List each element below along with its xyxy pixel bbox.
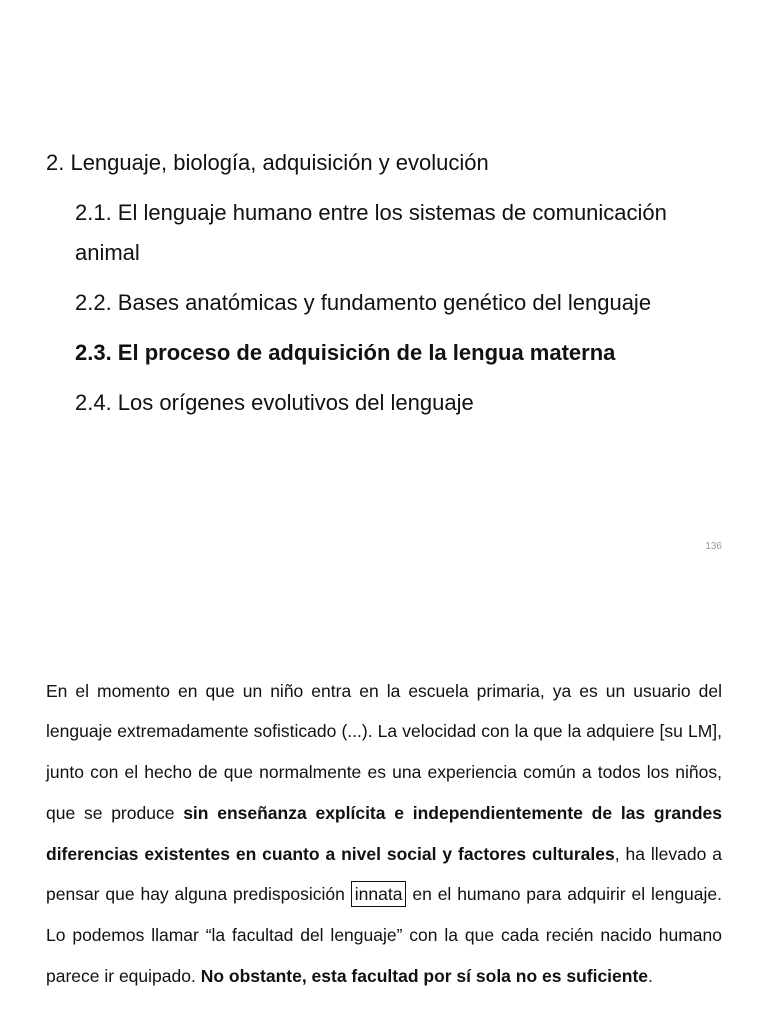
quote-emphasis-1: sin enseñanza explícita e independientemente de las grandes diferencias existentes en cuanto a nivel social y factores culturales	[46, 802, 722, 864]
section-2-3-current: 2.3. El proceso de adquisición de la lengua materna	[75, 340, 616, 365]
table-of-contents	[46, 143, 736, 423]
quote-paragraph	[46, 671, 722, 997]
section-2-2: 2.2. Bases anatómicas y fundamento genético del lenguaje	[75, 290, 652, 315]
quote-text-3: en el humano para adquirir el lenguaje. Lo podemos llamar “la facultad del lenguaje” con la que cada recién nacido humano parece ir equipado.	[46, 884, 722, 987]
section-2-1-continuation: animal	[75, 240, 140, 265]
chapter-title: 2. Lenguaje, biología, adquisición y evolución	[46, 150, 489, 175]
quote-end: .	[648, 966, 653, 987]
quote-emphasis-2: No obstante, esta facultad por sí sola no es suficiente	[200, 966, 649, 987]
page-number: 136	[705, 541, 722, 552]
quote-text-2: , ha llevado a pensar que hay alguna predisposición	[46, 843, 722, 905]
highlighted-word-box: innata	[351, 881, 407, 907]
quote-text-1: En el momento en que un niño entra en la escuela primaria, ya es un usuario del lenguaje extremadamente sofisticado (...). La velocidad con la que la adquiere [su LM], junto con el hecho de que normalmente es una experiencia común a todos los niños, que se produce	[46, 680, 722, 823]
section-2-1: 2.1. El lenguaje humano entre los sistemas de comunicación	[75, 200, 667, 225]
section-2-4: 2.4. Los orígenes evolutivos del lenguaje	[75, 390, 474, 415]
